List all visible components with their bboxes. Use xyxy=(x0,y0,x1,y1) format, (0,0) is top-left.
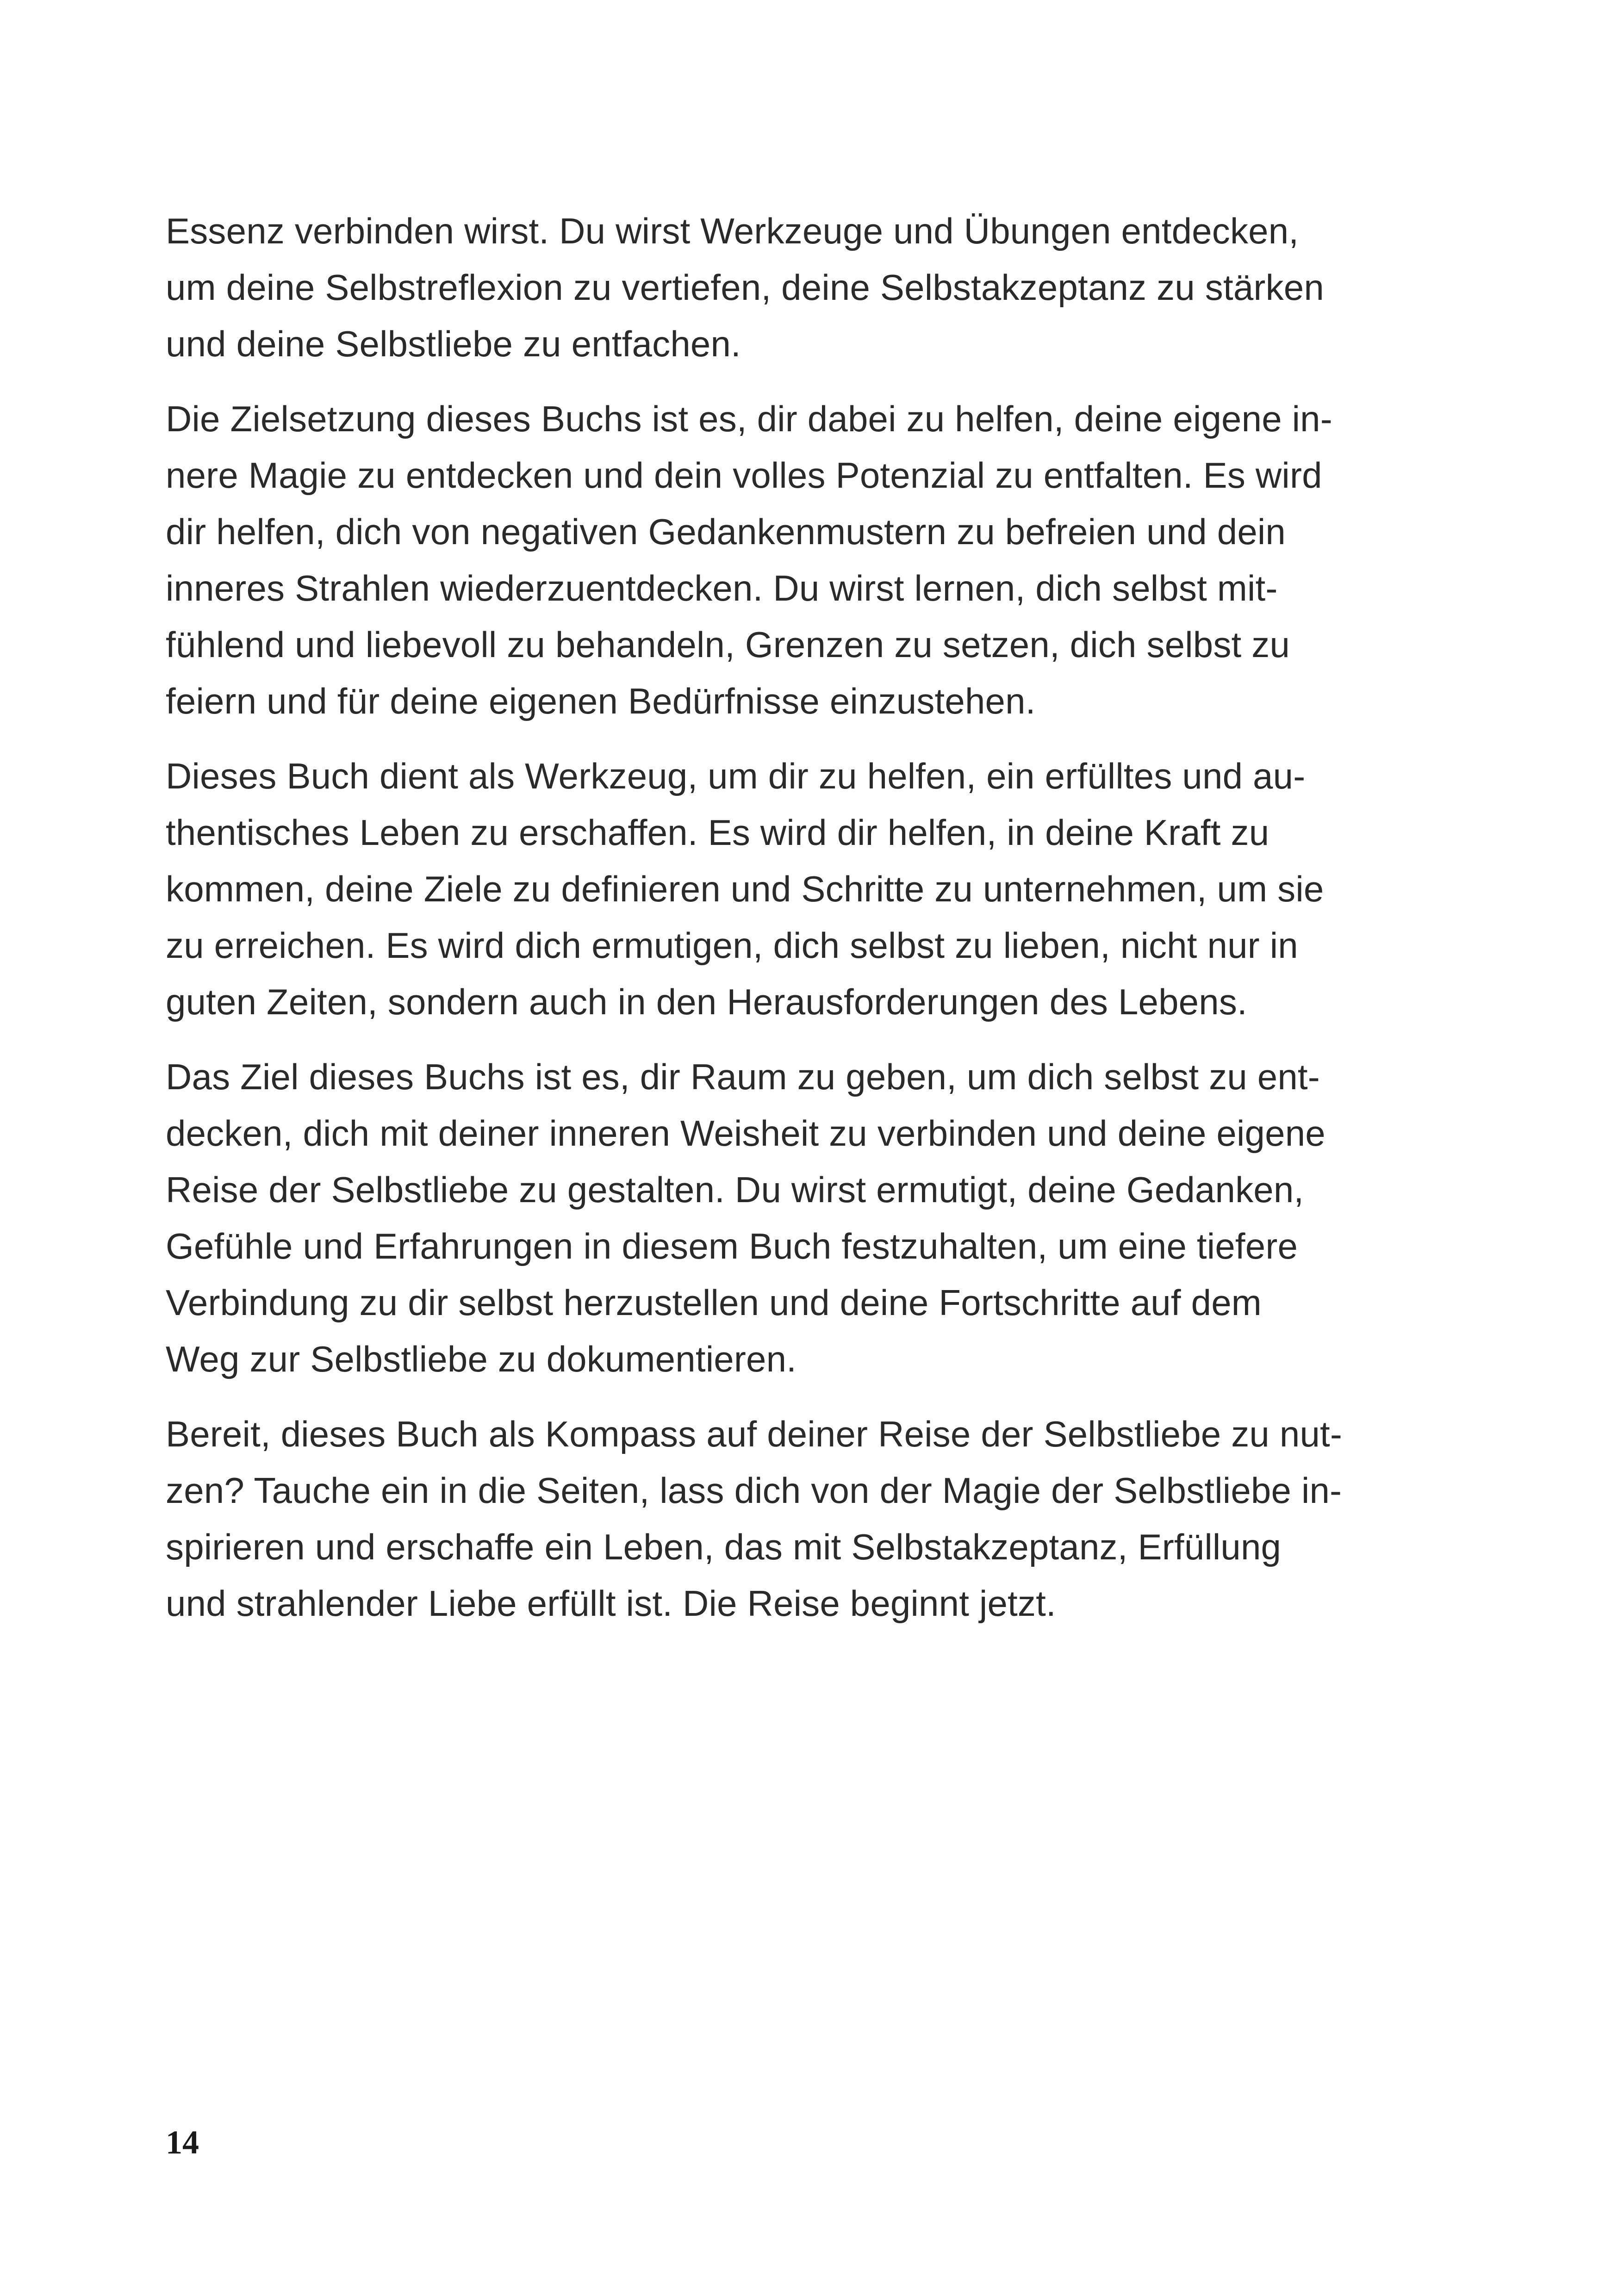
text-line: Reise der Selbstliebe zu gestalten. Du wirst ermutigt, deine Gedanken, xyxy=(166,1169,1304,1210)
body-text xyxy=(166,203,1452,1650)
paragraph-5 xyxy=(166,1406,1452,1632)
text-line: zen? Tauche ein in die Seiten, lass dich von der Magie der Selbstliebe in- xyxy=(166,1470,1342,1511)
page-number: 14 xyxy=(166,2124,199,2161)
text-line: zu erreichen. Es wird dich ermutigen, dich selbst zu lieben, nicht nur in xyxy=(166,925,1298,966)
text-line: Verbindung zu dir selbst herzustellen und deine Fortschritte auf dem xyxy=(166,1282,1262,1323)
text-line: und strahlender Liebe erfüllt ist. Die Reise beginnt jetzt. xyxy=(166,1583,1056,1624)
paragraph-4 xyxy=(166,1049,1452,1387)
text-line: Weg zur Selbstliebe zu dokumentieren. xyxy=(166,1339,797,1379)
text-line: thentisches Leben zu erschaffen. Es wird dir helfen, in deine Kraft zu xyxy=(166,812,1270,853)
paragraph-2 xyxy=(166,391,1452,729)
paragraph-1 xyxy=(166,203,1452,372)
text-line: dir helfen, dich von negativen Gedankenmustern zu befreien und dein xyxy=(166,511,1286,552)
text-line: fühlend und liebevoll zu behandeln, Grenzen zu setzen, dich selbst zu xyxy=(166,624,1290,665)
text-line: kommen, deine Ziele zu definieren und Schritte zu unternehmen, um sie xyxy=(166,869,1324,909)
text-line: Essenz verbinden wirst. Du wirst Werkzeuge und Übungen entdecken, xyxy=(166,211,1299,251)
text-line: spirieren und erschaffe ein Leben, das mit Selbstakzeptanz, Erfüllung xyxy=(166,1527,1282,1567)
text-line: Die Zielsetzung dieses Buchs ist es, dir dabei zu helfen, deine eigene in- xyxy=(166,398,1332,439)
text-line: Bereit, dieses Buch als Kompass auf deiner Reise der Selbstliebe zu nut- xyxy=(166,1414,1343,1454)
text-line: inneres Strahlen wiederzuentdecken. Du wirst lernen, dich selbst mit- xyxy=(166,568,1278,608)
text-line: Dieses Buch dient als Werkzeug, um dir zu helfen, ein erfülltes und au- xyxy=(166,756,1306,796)
text-line: decken, dich mit deiner inneren Weisheit zu verbinden und deine eigene xyxy=(166,1113,1326,1154)
text-line: Das Ziel dieses Buchs ist es, dir Raum zu geben, um dich selbst zu ent- xyxy=(166,1056,1320,1097)
text-line: und deine Selbstliebe zu entfachen. xyxy=(166,323,741,364)
paragraph-3 xyxy=(166,748,1452,1030)
text-line: feiern und für deine eigenen Bedürfnisse einzustehen. xyxy=(166,681,1036,721)
text-line: um deine Selbstreflexion zu vertiefen, deine Selbstakzeptanz zu stärken xyxy=(166,267,1324,308)
text-line: nere Magie zu entdecken und dein volles Potenzial zu entfalten. Es wird xyxy=(166,455,1322,496)
text-line: Gefühle und Erfahrungen in diesem Buch festzuhalten, um eine tiefere xyxy=(166,1226,1298,1266)
text-line: guten Zeiten, sondern auch in den Herausforderungen des Lebens. xyxy=(166,981,1247,1022)
